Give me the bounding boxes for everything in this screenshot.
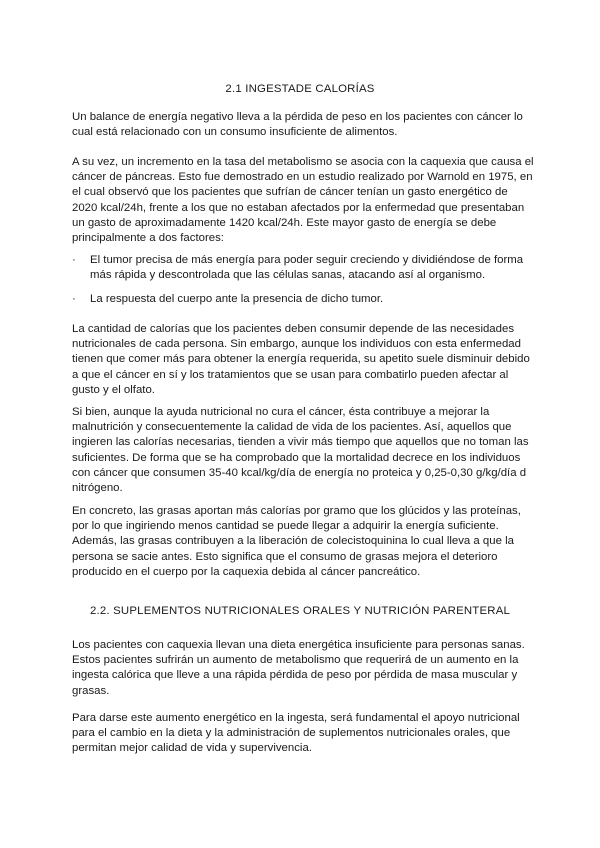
section-1-heading: 2.1 INGESTADE CALORÍAS <box>225 83 375 95</box>
bullet-marker: · <box>72 293 76 305</box>
bullet-marker: · <box>72 254 76 266</box>
section-2-heading: 2.2. SUPLEMENTOS NUTRICIONALES ORALES Y NUTRICIÓN PARENTERAL <box>89 605 511 617</box>
bullet-item-2 <box>72 292 534 307</box>
section-1-paragraph-2: A su vez, un incremento en la tasa del metabolismo se asocia con la caquexia que causa el cáncer de páncreas. Esto fue demostrado en un estudio realizado por Warnold en 1975, en el cual observó que los pacientes que sufrían de cáncer tenían un gasto energético de 2020 kcal/24h, frente a los que no estaban afectados por la enfermedad que presentaban un gasto de aproximadamente 1420 kcal/24h. Este mayor gasto de energía se debe principalmente a dos factores: <box>72 156 534 245</box>
section-2-paragraph-2: Para darse este aumento energético en la ingesta, será fundamental el apoyo nutricional para el cambio en la dieta y la administración de suplementos nutricionales orales, que permitan mejor calidad de vida y supervivencia. <box>72 712 520 755</box>
bullet-item-1 <box>72 253 534 283</box>
bullet-text: El tumor precisa de más energía para poder seguir creciendo y dividiéndose de forma más rápida y descontrolada que las células sanas, atacando así al organismo. <box>90 254 524 282</box>
section-1-paragraph-1: Un balance de energía negativo lleva a la pérdida de peso en los pacientes con cáncer lo cual está relacionado con un consumo insuficiente de alimentos. <box>72 111 523 139</box>
section-1-paragraph-3: La cantidad de calorías que los pacientes deben consumir depende de las necesidades nutricionales de cada persona. Sin embargo, aunque los individuos con esta enfermedad tienen que comer más para obtener la energía requerida, su apetito suele disminuir debido a que el cáncer en sí y los tratamientos que se usan para combatirlo pueden afectar al gusto y el olfato. <box>72 323 530 396</box>
bullet-text: La respuesta del cuerpo ante la presencia de dicho tumor. <box>90 293 384 305</box>
section-2-paragraph-1: Los pacientes con caquexia llevan una dieta energética insuficiente para personas sanas. Estos pacientes sufrirán un aumento de metabolismo que requerirá de un aumento en la ingesta calórica que lleve a una rápida pérdida de peso por pérdida de masa muscular y grasas. <box>72 639 525 697</box>
section-1-paragraph-4: Si bien, aunque la ayuda nutricional no cura el cáncer, ésta contribuye a mejorar la malnutrición y consecuentemente la calidad de vida de los pacientes. Así, aquellos que ingieren las calorías necesarias, tienden a vivir más tiempo que aquellos que no toman las suficientes. De forma que se ha comprobado que la mortalidad decrece en los individuos con cáncer que consumen 35-40 kcal/kg/día de energía no proteica y 0,25-0,30 g/kg/día d nitrógeno. <box>72 406 529 495</box>
section-1-paragraph-5: En concreto, las grasas aportan más calorías por gramo que los glúcidos y las proteínas, por lo que ingiriendo menos cantidad se puede llegar a adquirir la energía suficiente. Además, las grasas contribuyen a la liberación de colecistoquinina lo cual lleva a que la persona se sacie antes. Esto significa que el consumo de grasas mejora el deterioro producido en el cuerpo por la caquexia debida al cáncer pancreático. <box>72 505 521 578</box>
